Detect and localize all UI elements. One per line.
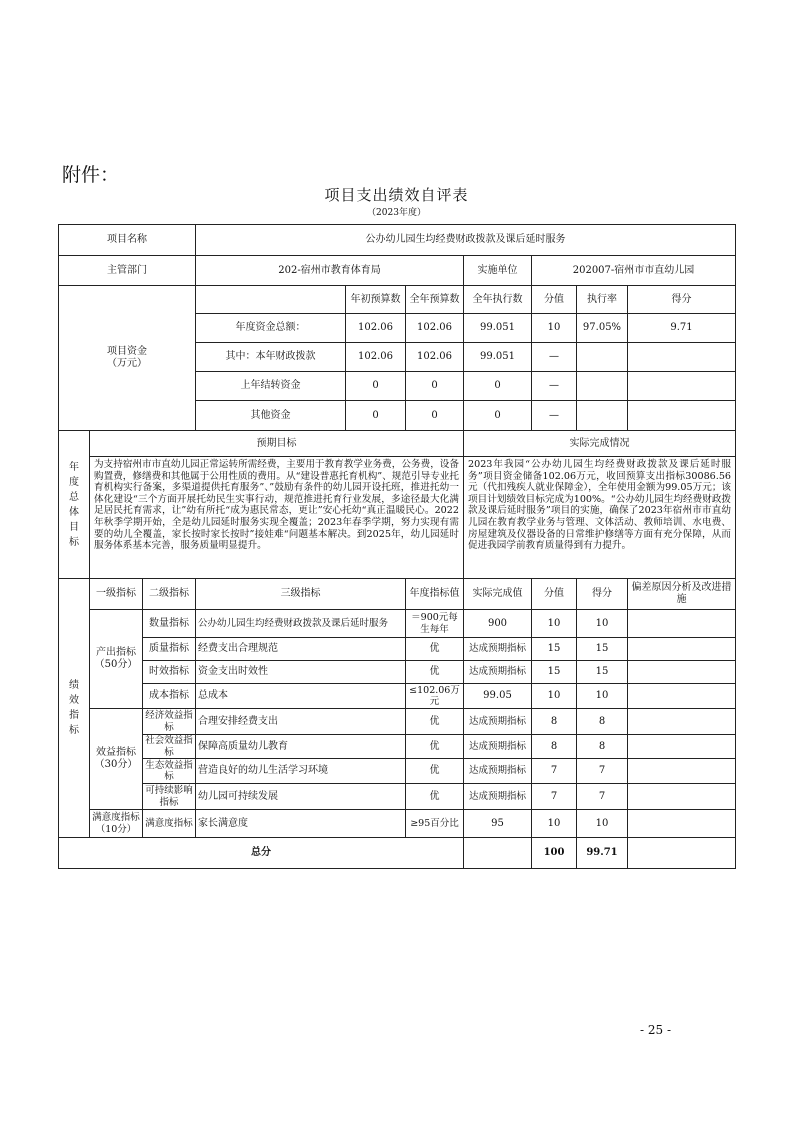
self-evaluation-table xyxy=(58,224,736,869)
perf-got: 15 xyxy=(577,661,628,684)
perf-row xyxy=(59,684,736,709)
perf-level3: 家长满意度 xyxy=(196,810,406,838)
fund-score: — xyxy=(532,372,577,401)
fund-got: 9.71 xyxy=(628,314,736,343)
perf-got: 10 xyxy=(577,610,628,638)
total-blank xyxy=(464,838,532,869)
dept-label: 主管部门 xyxy=(59,256,196,286)
fund-score: 10 xyxy=(532,314,577,343)
perf-row xyxy=(59,709,736,735)
goals-content-row xyxy=(59,457,736,579)
perf-reason xyxy=(628,784,736,810)
page-title: 项目支出绩效自评表 xyxy=(324,186,469,204)
perf-level3: 公办幼儿园生均经费财政拨款及课后延时服务 xyxy=(196,610,406,638)
fund-got xyxy=(628,401,736,431)
perf-level2: 生态效益指标 xyxy=(143,759,196,784)
fund-initial: 102.06 xyxy=(346,314,406,343)
perf-level2: 社会效益指标 xyxy=(143,735,196,759)
year-note: （2023年度） xyxy=(367,208,426,218)
total-label: 总分 xyxy=(59,838,464,869)
fund-rate xyxy=(577,343,628,372)
header-level2: 二级指标 xyxy=(143,579,196,610)
perf-got: 7 xyxy=(577,784,628,810)
total-row xyxy=(59,838,736,869)
perf-reason xyxy=(628,661,736,684)
perf-actual: 达成预期指标 xyxy=(464,638,532,661)
perf-target: 优 xyxy=(406,638,464,661)
perf-actual: 达成预期指标 xyxy=(464,735,532,759)
perf-target: 优 xyxy=(406,784,464,810)
perf-got: 7 xyxy=(577,759,628,784)
perf-row xyxy=(59,784,736,810)
funds-header-row xyxy=(59,286,736,314)
header-target: 年度指标值 xyxy=(406,579,464,610)
page-number: - 25 - xyxy=(640,1023,672,1037)
perf-actual: 达成预期指标 xyxy=(464,784,532,810)
impl-unit-label: 实施单位 xyxy=(464,256,532,286)
total-got: 99.71 xyxy=(577,838,628,869)
fund-exec: 99.051 xyxy=(464,343,532,372)
header-score: 分值 xyxy=(532,579,577,610)
total-score: 100 xyxy=(532,838,577,869)
header-score: 分值 xyxy=(532,286,577,314)
perf-level2: 经济效益指标 xyxy=(143,709,196,735)
perf-row xyxy=(59,661,736,684)
perf-level2: 质量指标 xyxy=(143,638,196,661)
output-indicator-group: 产出指标 （50分） xyxy=(90,610,143,709)
perf-level2: 时效指标 xyxy=(143,661,196,684)
header-exec-rate: 执行率 xyxy=(577,286,628,314)
perf-reason xyxy=(628,610,736,638)
perf-got: 15 xyxy=(577,638,628,661)
perf-score: 7 xyxy=(532,759,577,784)
fund-annual: 102.06 xyxy=(406,314,464,343)
goals-header-row xyxy=(59,431,736,457)
perf-level2: 成本指标 xyxy=(143,684,196,709)
perf-level2: 可持续影响指标 xyxy=(143,784,196,810)
perf-target: 优 xyxy=(406,709,464,735)
fund-rate xyxy=(577,401,628,431)
satisfaction-indicator-group: 满意度指标（10分） xyxy=(90,810,143,838)
funds-label: 项目资金 （万元） xyxy=(59,286,196,431)
fund-annual: 0 xyxy=(406,372,464,401)
perf-row xyxy=(59,638,736,661)
perf-target: 优 xyxy=(406,759,464,784)
perf-actual: 达成预期指标 xyxy=(464,759,532,784)
fund-annual: 102.06 xyxy=(406,343,464,372)
perf-reason xyxy=(628,638,736,661)
perf-target: ＝900元每生每年 xyxy=(406,610,464,638)
total-reason-blank xyxy=(628,838,736,869)
perf-level2: 满意度指标 xyxy=(143,810,196,838)
perf-got: 8 xyxy=(577,735,628,759)
perf-got: 10 xyxy=(577,810,628,838)
perf-score: 15 xyxy=(532,661,577,684)
fund-rate xyxy=(577,372,628,401)
header-actual: 实际完成值 xyxy=(464,579,532,610)
header-got-score: 得分 xyxy=(628,286,736,314)
perf-got: 8 xyxy=(577,709,628,735)
impl-unit-value: 202007-宿州市市直幼儿园 xyxy=(532,256,736,286)
perf-target: ≥95百分比 xyxy=(406,810,464,838)
actual-completion-header: 实际完成情况 xyxy=(464,431,736,457)
perf-level3: 营造良好的幼儿生活学习环境 xyxy=(196,759,406,784)
fund-exec: 99.051 xyxy=(464,314,532,343)
perf-row xyxy=(59,759,736,784)
fund-score: — xyxy=(532,401,577,431)
perf-got: 10 xyxy=(577,684,628,709)
fund-initial: 0 xyxy=(346,401,406,431)
header-deviation: 偏差原因分析及改进措施 xyxy=(628,579,736,610)
perf-score: 10 xyxy=(532,684,577,709)
fund-annual: 0 xyxy=(406,401,464,431)
project-name-value: 公办幼儿园生均经费财政拨款及课后延时服务 xyxy=(196,225,736,256)
perf-score: 10 xyxy=(532,610,577,638)
perf-actual: 99.05 xyxy=(464,684,532,709)
attachment-label: 附件： xyxy=(62,164,120,186)
expected-goal-header: 预期目标 xyxy=(90,431,464,457)
fund-name: 其中：本年财政拨款 xyxy=(196,343,346,372)
fund-exec: 0 xyxy=(464,401,532,431)
department-row xyxy=(59,256,736,286)
perf-target: 优 xyxy=(406,735,464,759)
perf-level3: 总成本 xyxy=(196,684,406,709)
fund-name: 年度资金总额： xyxy=(196,314,346,343)
expected-goal-text: 为支持宿州市市直幼儿园正常运转所需经费，主要用于教育教学业务费，公务费，设备购置费，修缮费和其他属于公用性质的费用。从“建设普惠托育机构”、规范引导专业托育机构实行备案，多渠道提供托育服务”、”鼓励有条件的幼儿园开设托班，推进托幼一体化建设“三个方面开展托幼民生实事行动，规范推进托育行业发展，多途径最大化满足居民托育需求，让”幼有所托“成为惠民常态，更让”安心托幼“真正温暖民心。2022年秋季学期开始，全是幼儿园延时服务实现全覆盖；2023年春季学期，努力实现有需要的幼儿全覆盖，家长按时家长按时”接娃难“问题基本解决。到2025年，幼儿园延时服务体系基本完善，服务质量明显提升。 xyxy=(90,457,464,579)
perf-reason xyxy=(628,759,736,784)
dept-value: 202-宿州市教育体育局 xyxy=(196,256,464,286)
perf-level3: 合理安排经费支出 xyxy=(196,709,406,735)
perf-row xyxy=(59,810,736,838)
perf-level3: 资金支出时效性 xyxy=(196,661,406,684)
project-name-label: 项目名称 xyxy=(59,225,196,256)
perf-score: 8 xyxy=(532,735,577,759)
perf-score: 15 xyxy=(532,638,577,661)
perf-score: 10 xyxy=(532,810,577,838)
fund-name: 其他资金 xyxy=(196,401,346,431)
perf-side-label: 绩 效 指 标 xyxy=(59,579,90,838)
perf-reason xyxy=(628,810,736,838)
perf-target: 优 xyxy=(406,661,464,684)
perf-score: 8 xyxy=(532,709,577,735)
perf-target: ≤102.06万元 xyxy=(406,684,464,709)
perf-level3: 经费支出合理规范 xyxy=(196,638,406,661)
fund-exec: 0 xyxy=(464,372,532,401)
perf-level3: 保障高质量幼儿教育 xyxy=(196,735,406,759)
perf-row xyxy=(59,610,736,638)
perf-score: 7 xyxy=(532,784,577,810)
fund-got xyxy=(628,372,736,401)
fund-initial: 0 xyxy=(346,372,406,401)
project-name-row xyxy=(59,225,736,256)
perf-reason xyxy=(628,709,736,735)
perf-actual: 900 xyxy=(464,610,532,638)
perf-reason xyxy=(628,735,736,759)
fund-got xyxy=(628,343,736,372)
perf-level2: 数量指标 xyxy=(143,610,196,638)
header-annual-exec: 全年执行数 xyxy=(464,286,532,314)
perf-actual: 达成预期指标 xyxy=(464,709,532,735)
header-level1: 一级指标 xyxy=(90,579,143,610)
header-got: 得分 xyxy=(577,579,628,610)
benefit-indicator-group: 效益指标 （30分） xyxy=(90,709,143,810)
header-level3: 三级指标 xyxy=(196,579,406,610)
fund-name: 上年结转资金 xyxy=(196,372,346,401)
fund-score: — xyxy=(532,343,577,372)
fund-initial: 102.06 xyxy=(346,343,406,372)
actual-completion-text: 2023年我园“公办幼儿园生均经费财政拨款及课后延时服务”项目资金储备102.06万元，收回预算支出指标30086.56元（代扣残疾人就业保障金），全年使用金额为99.05万元；该项目计划绩效目标完成为100%。“公办幼儿园生均经费财政拨款及课后延时服务”项目的实施，确保了2023年宿州市市直幼儿园在教育教学业务与管理、文体活动、教师培训、水电费、房屋建筑及仪器设备的日常维护修缮等方面有充分保障，从而促进我园学前教育质量得到有力提升。 xyxy=(464,457,736,579)
perf-reason xyxy=(628,684,736,709)
header-annual-budget: 全年预算数 xyxy=(406,286,464,314)
header-initial-budget: 年初预算数 xyxy=(346,286,406,314)
perf-level3: 幼儿园可持续发展 xyxy=(196,784,406,810)
fund-rate: 97.05% xyxy=(577,314,628,343)
perf-actual: 95 xyxy=(464,810,532,838)
funds-header-blank xyxy=(196,286,346,314)
perf-header-row xyxy=(59,579,736,610)
perf-row xyxy=(59,735,736,759)
perf-actual: 达成预期指标 xyxy=(464,661,532,684)
annual-goal-side-label: 年 度 总 体 目 标 xyxy=(59,431,90,579)
